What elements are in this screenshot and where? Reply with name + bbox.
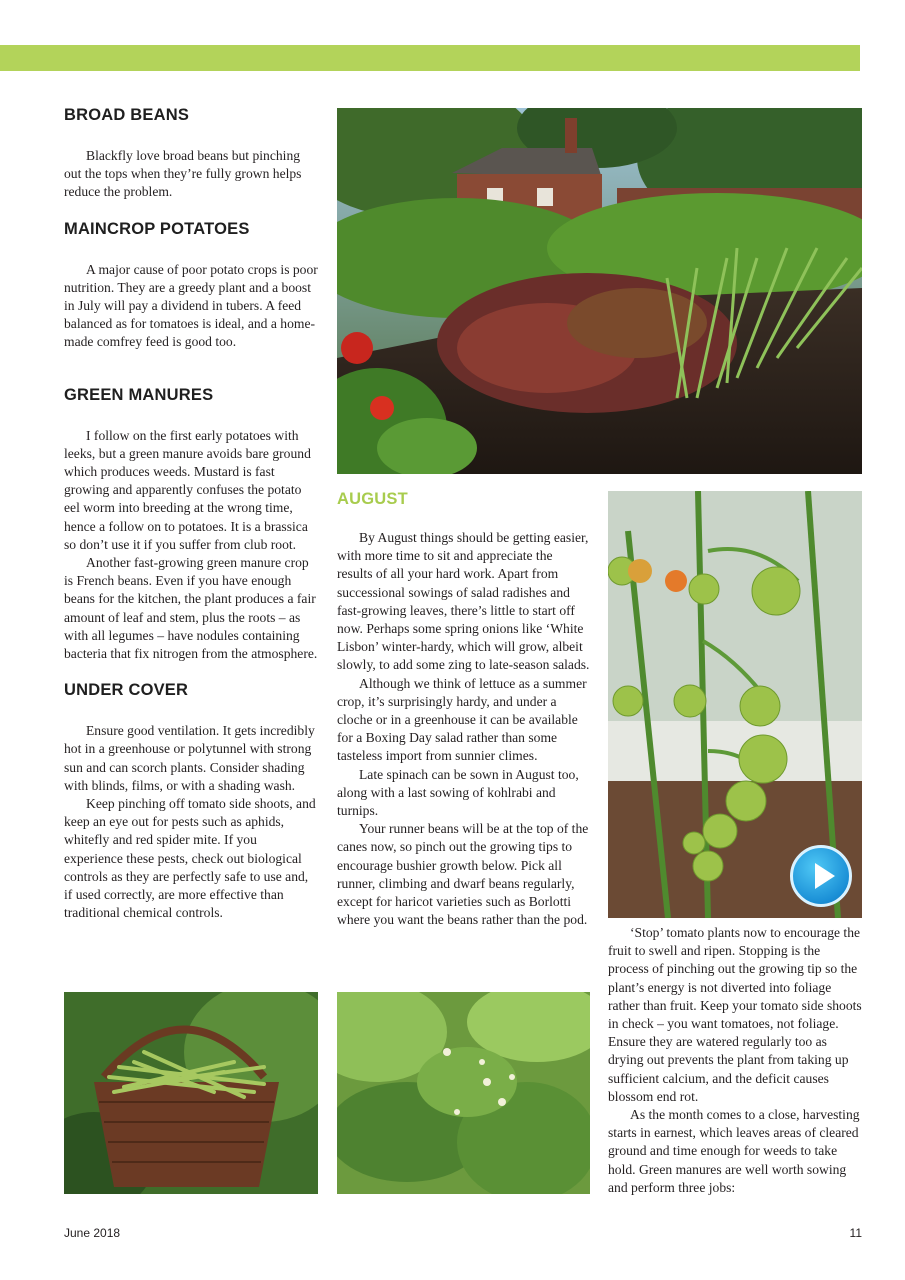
column-middle: [337, 486, 590, 929]
paragraph-green-manures-2: Another fast-growing green manure crop is French beans. Even if you have enough beans for the kitchen, the plant produces a fair amount of leaf and stem, plus the roots – as with all legumes – have nodules containing bacteria that fix nitrogen from the atmosphere.: [64, 555, 318, 662]
heading-august: AUGUST: [337, 490, 408, 508]
footer-date: June 2018: [64, 1226, 121, 1240]
heading-maincrop-potatoes: MAINCROP POTATOES: [64, 219, 250, 238]
heading-broad-beans: BROAD BEANS: [64, 106, 190, 124]
garden-photo: [337, 108, 862, 474]
bean-basket-photo: [64, 992, 318, 1194]
video-play-button[interactable]: [790, 845, 852, 907]
column-left: [64, 100, 318, 923]
paragraph-under-cover-1: Ensure good ventilation. It gets incredibly hot in a greenhouse or polytunnel with strong sun and can scorch plants. Consider shading with blinds, films, or with a shading wash.: [64, 723, 315, 793]
paragraph-broad-beans: Blackfly love broad beans but pinching out the tops when they’re fully grown helps reduce the problem.: [64, 148, 302, 200]
page-number: 11: [849, 1226, 862, 1240]
bean-flowers-photo: [337, 992, 590, 1194]
top-accent-bar: [0, 45, 860, 71]
paragraph-august-1: By August things should be getting easier, with more time to sit and appreciate the results of all your hard work. Apart from successional sowings of salad radishes and fast-growing leaves, there’s little to start off now. Perhaps some spring onions like ‘White Lisbon’ winter-hardy, which will grow, albeit slowly, to add some zing to late-season salads.: [337, 530, 590, 673]
paragraph-maincrop-potatoes: A major cause of poor potato crops is poor nutrition. They are a greedy plant and a boost in July will pay a dividend in tubers. A feed balanced as for tomatoes is ideal, and a home-made comfrey feed is good too.: [64, 261, 318, 350]
paragraph-august-3: Late spinach can be sown in August too, along with a last sowing of kohlrabi and turnips.: [337, 766, 579, 819]
paragraph-tomatoes-1: ‘Stop’ tomato plants now to encourage the fruit to swell and ripen. Stopping is the process of pinching out the growing tip so the plant’s energy is not diverted into foliage rather than fruit. Keep your tomato side shoots in check – you want tomatoes, not foliage. Ensure they are watered regularly too as drying out prevents the plant from taking up sufficient calcium, and the deficit causes blossom end rot.: [608, 925, 862, 1104]
paragraph-green-manures-1: I follow on the first early potatoes with leeks, but a green manure avoids bare ground which produces weeds. Mustard is fast growing and apparently confuses the potato eel worm into breeding at the wrong time, hence a follow on to potatoes. It is a brassica so don’t use it if you suffer from club root.: [64, 427, 311, 552]
paragraph-august-4: Your runner beans will be at the top of the canes now, so pinch out the growing tips to encourage bushier growth below. Pick all runner, climbing and dwarf beans regularly, except for haricot varieties such as Borlotti where you want the beans rather than the pod.: [337, 821, 589, 928]
heading-under-cover: UNDER COVER: [64, 681, 189, 700]
paragraph-august-2: Although we think of lettuce as a summer crop, it’s surprisingly hardy, and under a cloche or in a greenhouse it can be available for a Boxing Day salad rather than some tasteless import from sunnier climes.: [337, 675, 587, 764]
column-right: [608, 924, 862, 1197]
paragraph-tomatoes-2: As the month comes to a close, harvesting starts in earnest, which leaves areas of cleared ground and time enough for weeds to take hold. Green manures are well worth sowing and perform three jobs:: [608, 1107, 860, 1195]
paragraph-under-cover-2: Keep pinching off tomato side shoots, and keep an eye out for pests such as aphids, whitefly and red spider mite. If you experience these pests, check out biological controls as they are perfectly safe to use and, if used correctly, are more effective than traditional chemical controls.: [64, 796, 316, 921]
heading-green-manures: GREEN MANURES: [64, 385, 214, 404]
